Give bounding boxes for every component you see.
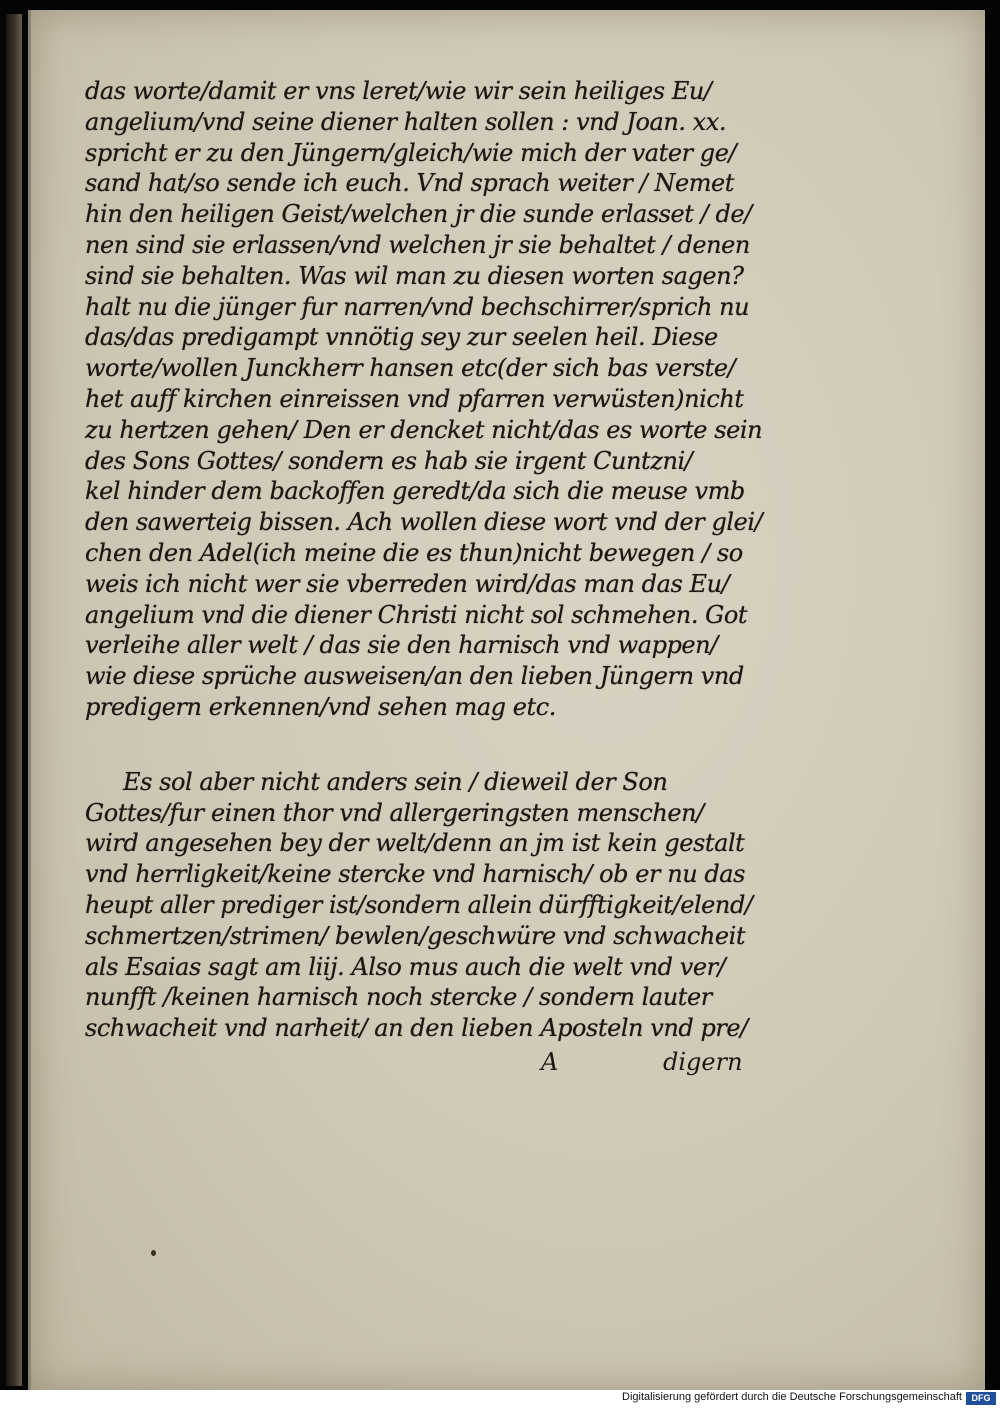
- dfg-logo: DFG: [966, 1392, 996, 1405]
- paragraph-2: [85, 767, 765, 1044]
- text-line: nen sind sie erlassen/vnd welchen jr sie behaltet / denen: [85, 230, 750, 259]
- paper-speck: [151, 1250, 156, 1256]
- text-line: predigern erkennen/vnd sehen mag etc.: [85, 692, 556, 721]
- text-line: vnd herrligkeit/keine stercke vnd harnisch/ ob er nu das: [85, 860, 746, 889]
- page-footer-line: [85, 1048, 765, 1082]
- signature-mark: A: [541, 1047, 559, 1076]
- text-line: das/das predigampt vnnötig sey zur seelen heil. Diese: [85, 323, 718, 352]
- text-line: wird angesehen bey der welt/denn an jm ist kein gestalt: [85, 829, 745, 858]
- text-line: het auff kirchen einreissen vnd pfarren verwüsten)nicht: [85, 384, 744, 413]
- text-line: das worte/damit er vns leret/wie wir sein heiliges Eu/: [85, 77, 712, 105]
- text-line: sind sie behalten. Was wil man zu diesen worten sagen?: [85, 261, 744, 290]
- text-line: den sawerteig bissen. Ach wollen diese wort vnd der glei/: [85, 508, 763, 537]
- text-line: schmertzen/strimen/ bewlen/geschwüre vnd schwacheit: [85, 921, 746, 950]
- text-line: des Sons Gottes/ sondern es hab sie irgent Cuntzni/: [85, 446, 693, 475]
- text-line: weis ich nicht wer sie vberreden wird/das man das Eu/: [85, 569, 730, 598]
- text-line: Gottes/fur einen thor vnd allergeringsten menschen/: [85, 798, 704, 827]
- catchword: digern: [663, 1047, 743, 1076]
- document-page: [28, 10, 985, 1390]
- text-line: hin den heiligen Geist/welchen jr die sunde erlasset / de/: [85, 200, 752, 229]
- text-line: halt nu die jünger fur narren/vnd bechschirrer/sprich nu: [85, 292, 750, 321]
- text-line: als Esaias sagt am liij. Also mus auch die welt vnd ver/: [85, 952, 726, 981]
- text-line: chen den Adel(ich meine die es thun)nicht bewegen / so: [85, 538, 743, 567]
- paragraph-1: [85, 76, 765, 723]
- funding-credit: Digitalisierung gefördert durch die Deutsche Forschungsgemeinschaft: [622, 1391, 962, 1403]
- text-block: [85, 76, 765, 1082]
- book-gutter: [6, 14, 22, 1386]
- text-line: wie diese sprüche ausweisen/an den lieben Jüngern vnd: [85, 662, 744, 691]
- credit-bar: [0, 1390, 1000, 1408]
- text-line: kel hinder dem backoffen geredt/da sich die meuse vmb: [85, 477, 745, 506]
- text-line: verleihe aller welt / das sie den harnisch vnd wappen/: [85, 631, 718, 660]
- text-line: schwacheit vnd narheit/ an den lieben Aposteln vnd pre/: [85, 1014, 748, 1043]
- text-line: zu hertzen gehen/ Den er dencket nicht/das es worte sein: [85, 415, 763, 444]
- text-line: Es sol aber nicht anders sein / dieweil der Son: [123, 767, 668, 796]
- text-line: nunfft /keinen harnisch noch stercke / sondern lauter: [85, 983, 712, 1012]
- text-line: sand hat/so sende ich euch. Vnd sprach weiter / Nemet: [85, 169, 734, 198]
- text-line: angelium vnd die diener Christi nicht sol schmehen. Got: [85, 600, 748, 629]
- text-line: spricht er zu den Jüngern/gleich/wie mich der vater ge/: [85, 138, 737, 167]
- text-line: heupt aller prediger ist/sondern allein dürfftigkeit/elend/: [85, 890, 753, 919]
- text-line: worte/wollen Junckherr hansen etc(der sich bas verste/: [85, 354, 736, 383]
- text-line: angelium/vnd seine diener halten sollen : vnd Joan. xx.: [85, 107, 727, 136]
